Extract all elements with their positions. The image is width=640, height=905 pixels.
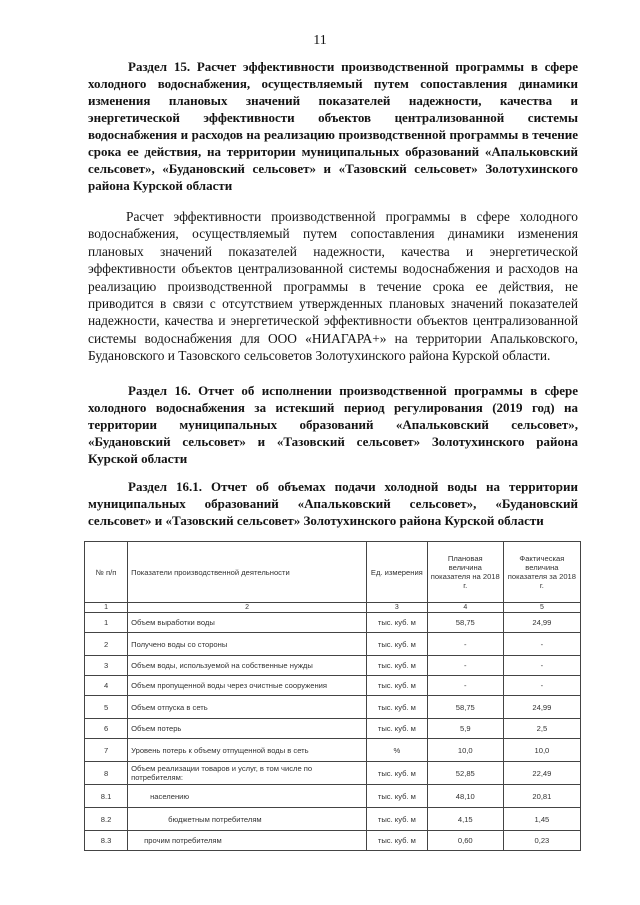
- header-name: Показатели производственной деятельности: [128, 542, 367, 603]
- row-name: Получено воды со стороны: [128, 633, 367, 656]
- column-number: 5: [503, 603, 580, 613]
- row-unit: тыс. куб. м: [366, 613, 427, 633]
- row-no: 1: [85, 613, 128, 633]
- row-no: 8.3: [85, 831, 128, 851]
- header-no: № п/п: [85, 542, 128, 603]
- row-fact: -: [503, 656, 580, 676]
- row-plan: 0,60: [427, 831, 503, 851]
- row-plan: 10,0: [427, 739, 503, 762]
- row-name: населению: [128, 785, 367, 808]
- row-fact: 1,45: [503, 808, 580, 831]
- row-fact: 0,23: [503, 831, 580, 851]
- table-row: [85, 831, 581, 851]
- header-unit: Ед. измерения: [366, 542, 427, 603]
- water-supply-report-table: [84, 541, 581, 851]
- row-unit: тыс. куб. м: [366, 633, 427, 656]
- row-fact: 2,5: [503, 719, 580, 739]
- table-row: [85, 633, 581, 656]
- row-unit: тыс. куб. м: [366, 785, 427, 808]
- table-row: [85, 676, 581, 696]
- row-no: 2: [85, 633, 128, 656]
- row-unit: тыс. куб. м: [366, 676, 427, 696]
- column-number: 3: [366, 603, 427, 613]
- table-row: [85, 656, 581, 676]
- row-fact: -: [503, 633, 580, 656]
- row-fact: 22,49: [503, 762, 580, 785]
- section-16-1-heading: Раздел 16.1. Отчет об объемах подачи холодной воды на территории муниципальных образований «Апальковский сельсовет», «Будановский сельсовет» и «Тазовский сельсовет» Золотухинского района Курской области: [88, 479, 578, 528]
- table-row: [85, 613, 581, 633]
- column-number: 2: [128, 603, 367, 613]
- row-plan: 4,15: [427, 808, 503, 831]
- row-name: Объем потерь: [128, 719, 367, 739]
- row-plan: 58,75: [427, 696, 503, 719]
- row-no: 8.1: [85, 785, 128, 808]
- page-number: 11: [313, 33, 327, 48]
- row-unit: тыс. куб. м: [366, 719, 427, 739]
- table-row: [85, 785, 581, 808]
- column-number: 4: [427, 603, 503, 613]
- row-no: 8.2: [85, 808, 128, 831]
- row-fact: 20,81: [503, 785, 580, 808]
- row-name: бюджетным потребителям: [128, 808, 367, 831]
- table-row: [85, 719, 581, 739]
- row-name: Объем отпуска в сеть: [128, 696, 367, 719]
- row-name: Объем воды, используемой на собственные нужды: [128, 656, 367, 676]
- row-plan: 48,10: [427, 785, 503, 808]
- row-no: 8: [85, 762, 128, 785]
- row-no: 7: [85, 739, 128, 762]
- header-plan: Плановая величина показателя на 2018 г.: [427, 542, 503, 603]
- column-number: 1: [85, 603, 128, 613]
- row-unit: тыс. куб. м: [366, 831, 427, 851]
- row-name: Объем реализации товаров и услуг, в том числе по потребителям:: [128, 762, 367, 785]
- row-plan: 58,75: [427, 613, 503, 633]
- table-row: [85, 808, 581, 831]
- row-no: 3: [85, 656, 128, 676]
- row-plan: 52,85: [427, 762, 503, 785]
- row-name: Объем пропущенной воды через очистные сооружения: [128, 676, 367, 696]
- section-15-paragraph: Расчет эффективности производственной программы в сфере холодного водоснабжения, осуществляемый путем сопоставления динамики изменения плановых значений показателей надежности, качества и энергетической эффективности объектов централизованной системы водоснабжения и расходов на реализацию производственной программы в течение срока ее действия, не приводится в связи с отсутствием утвержденных плановых значений показателей надежности, качества и энергетической эффективности объектов централизованной системы водоснабжения для ООО «НИАГАРА+» на территории Апальковского, Будановского и Тазовского сельсоветов Золотухинского района Курской области.: [88, 209, 578, 364]
- header-fact: Фактическая величина показателя за 2018 г.: [503, 542, 580, 603]
- row-unit: тыс. куб. м: [366, 762, 427, 785]
- row-unit: тыс. куб. м: [366, 656, 427, 676]
- table-row: [85, 739, 581, 762]
- row-fact: 24,99: [503, 696, 580, 719]
- row-plan: -: [427, 656, 503, 676]
- row-fact: 10,0: [503, 739, 580, 762]
- row-plan: -: [427, 633, 503, 656]
- row-name: Уровень потерь к объему отпущенной воды в сеть: [128, 739, 367, 762]
- section-15-heading: Раздел 15. Расчет эффективности производственной программы в сфере холодного водоснабжения, осуществляемый путем сопоставления динамики изменения плановых значений показателей надежности, качества и энергетической эффективности объектов централизованной системы водоснабжения и расходов на реализацию производственной программы в течение срока ее действия, на территории муниципальных образований «Апальковский сельсовет», «Будановский сельсовет» и «Тазовский сельсовет» Золотухинского района Курской области: [88, 59, 578, 193]
- row-fact: -: [503, 676, 580, 696]
- table-row: [85, 696, 581, 719]
- row-name: Объем выработки воды: [128, 613, 367, 633]
- row-plan: -: [427, 676, 503, 696]
- row-unit: %: [366, 739, 427, 762]
- row-fact: 24,99: [503, 613, 580, 633]
- column-number-row: [85, 603, 581, 613]
- row-plan: 5,9: [427, 719, 503, 739]
- section-16-heading: Раздел 16. Отчет об исполнении производственной программы в сфере холодного водоснабжения за истекший период регулирования (2019 год) на территории муниципальных образований «Апальковский сельсовет», «Будановский сельсовет» и «Тазовский сельсовет» Золотухинского района Курской области: [88, 383, 578, 466]
- table-header-row: [85, 542, 581, 603]
- row-no: 5: [85, 696, 128, 719]
- row-unit: тыс. куб. м: [366, 696, 427, 719]
- row-no: 4: [85, 676, 128, 696]
- row-no: 6: [85, 719, 128, 739]
- row-name: прочим потребителям: [128, 831, 367, 851]
- row-unit: тыс. куб. м: [366, 808, 427, 831]
- table-row: [85, 762, 581, 785]
